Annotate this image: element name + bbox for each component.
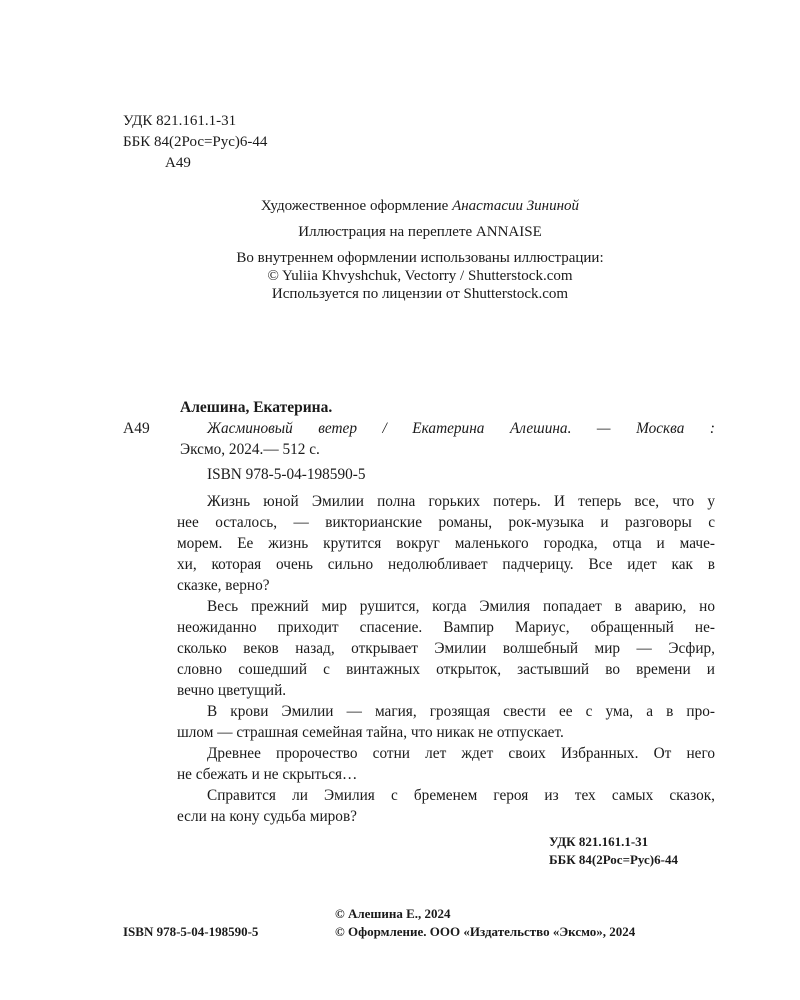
description bbox=[177, 491, 715, 827]
inner-illustrations-credit: Во внутреннем оформлении использованы иллюстрации: bbox=[236, 250, 604, 266]
bottom-udk-code: УДК 821.161.1-31 bbox=[549, 834, 649, 849]
description-line: шлом — страшная семейная тайна, что никак не отпускает. bbox=[177, 724, 564, 741]
description-line: если на кону судьба миров? bbox=[177, 808, 357, 825]
designer-name: Анастасии Зининой bbox=[452, 198, 580, 214]
license-note: Используется по лицензии от Shutterstock.com bbox=[271, 286, 569, 302]
description-line: Весь прежний мир рушится, когда Эмилия попадает в аварию, но bbox=[207, 598, 715, 615]
copyright-author: © Алешина Е., 2024 bbox=[335, 906, 451, 921]
bottom-bbk-code: ББК 84(2Рос=Рус)6-44 bbox=[549, 852, 678, 867]
description-line: Жизнь юной Эмилии полна горьких потерь. И теперь все, что у bbox=[207, 493, 715, 510]
udk-code: УДК 821.161.1-31 bbox=[123, 113, 237, 129]
description-line: Древнее пророчество сотни лет ждет своих Избранных. От него bbox=[207, 745, 715, 762]
description-line: В крови Эмилии — магия, грозящая свести ее с ума, а в про- bbox=[207, 703, 715, 720]
description-line: неожиданно приходит спасение. Вампир Мариус, обращенный не- bbox=[177, 619, 715, 636]
copyright-design: © Оформление. ООО «Издательство «Эксмо», 2024 bbox=[335, 924, 636, 939]
bbk-code: ББК 84(2Рос=Рус)6-44 bbox=[123, 134, 268, 150]
catalog-author-mark: А49 bbox=[123, 420, 150, 437]
cover-illustration-credit: Иллюстрация на переплете ANNAISE bbox=[298, 224, 542, 240]
title-line-2: Эксмо, 2024.— 512 с. bbox=[180, 441, 320, 458]
description-line: нее осталось, — викторианские романы, рок-музыка и разговоры с bbox=[177, 514, 715, 531]
design-credit-prefix: Художественное оформление bbox=[260, 198, 453, 214]
isbn: ISBN 978-5-04-198590-5 bbox=[207, 466, 366, 483]
design-credit bbox=[0, 198, 800, 215]
description-line: хи, которая очень сильно недолюбливает падчерицу. Все идет как в bbox=[177, 556, 715, 573]
description-line: сказке, верно? bbox=[177, 577, 270, 594]
title-line-1: Жасминовый ветер / Екатерина Алешина. — Москва : bbox=[207, 420, 715, 437]
footer-isbn: ISBN 978-5-04-198590-5 bbox=[123, 924, 259, 939]
description-line: словно сошедший с винтажных открыток, застывший во времени и bbox=[177, 661, 715, 678]
description-line: морем. Ее жизнь крутится вокруг маленького городка, отца и маче- bbox=[177, 535, 715, 552]
description-line: вечно цветущий. bbox=[177, 682, 287, 699]
illustration-copyright: © Yuliia Khvyshchuk, Vectorry / Shutterstock.com bbox=[267, 268, 573, 284]
author-heading: Алешина, Екатерина. bbox=[180, 399, 333, 416]
description-line: сколько веков назад, открывает Эмилии волшебный мир — Эсфир, bbox=[177, 640, 715, 657]
description-line: Справится ли Эмилия с бременем героя из тех самых сказок, bbox=[207, 787, 715, 804]
description-line: не сбежать и не скрыться… bbox=[177, 766, 358, 783]
author-mark: А49 bbox=[165, 155, 191, 171]
